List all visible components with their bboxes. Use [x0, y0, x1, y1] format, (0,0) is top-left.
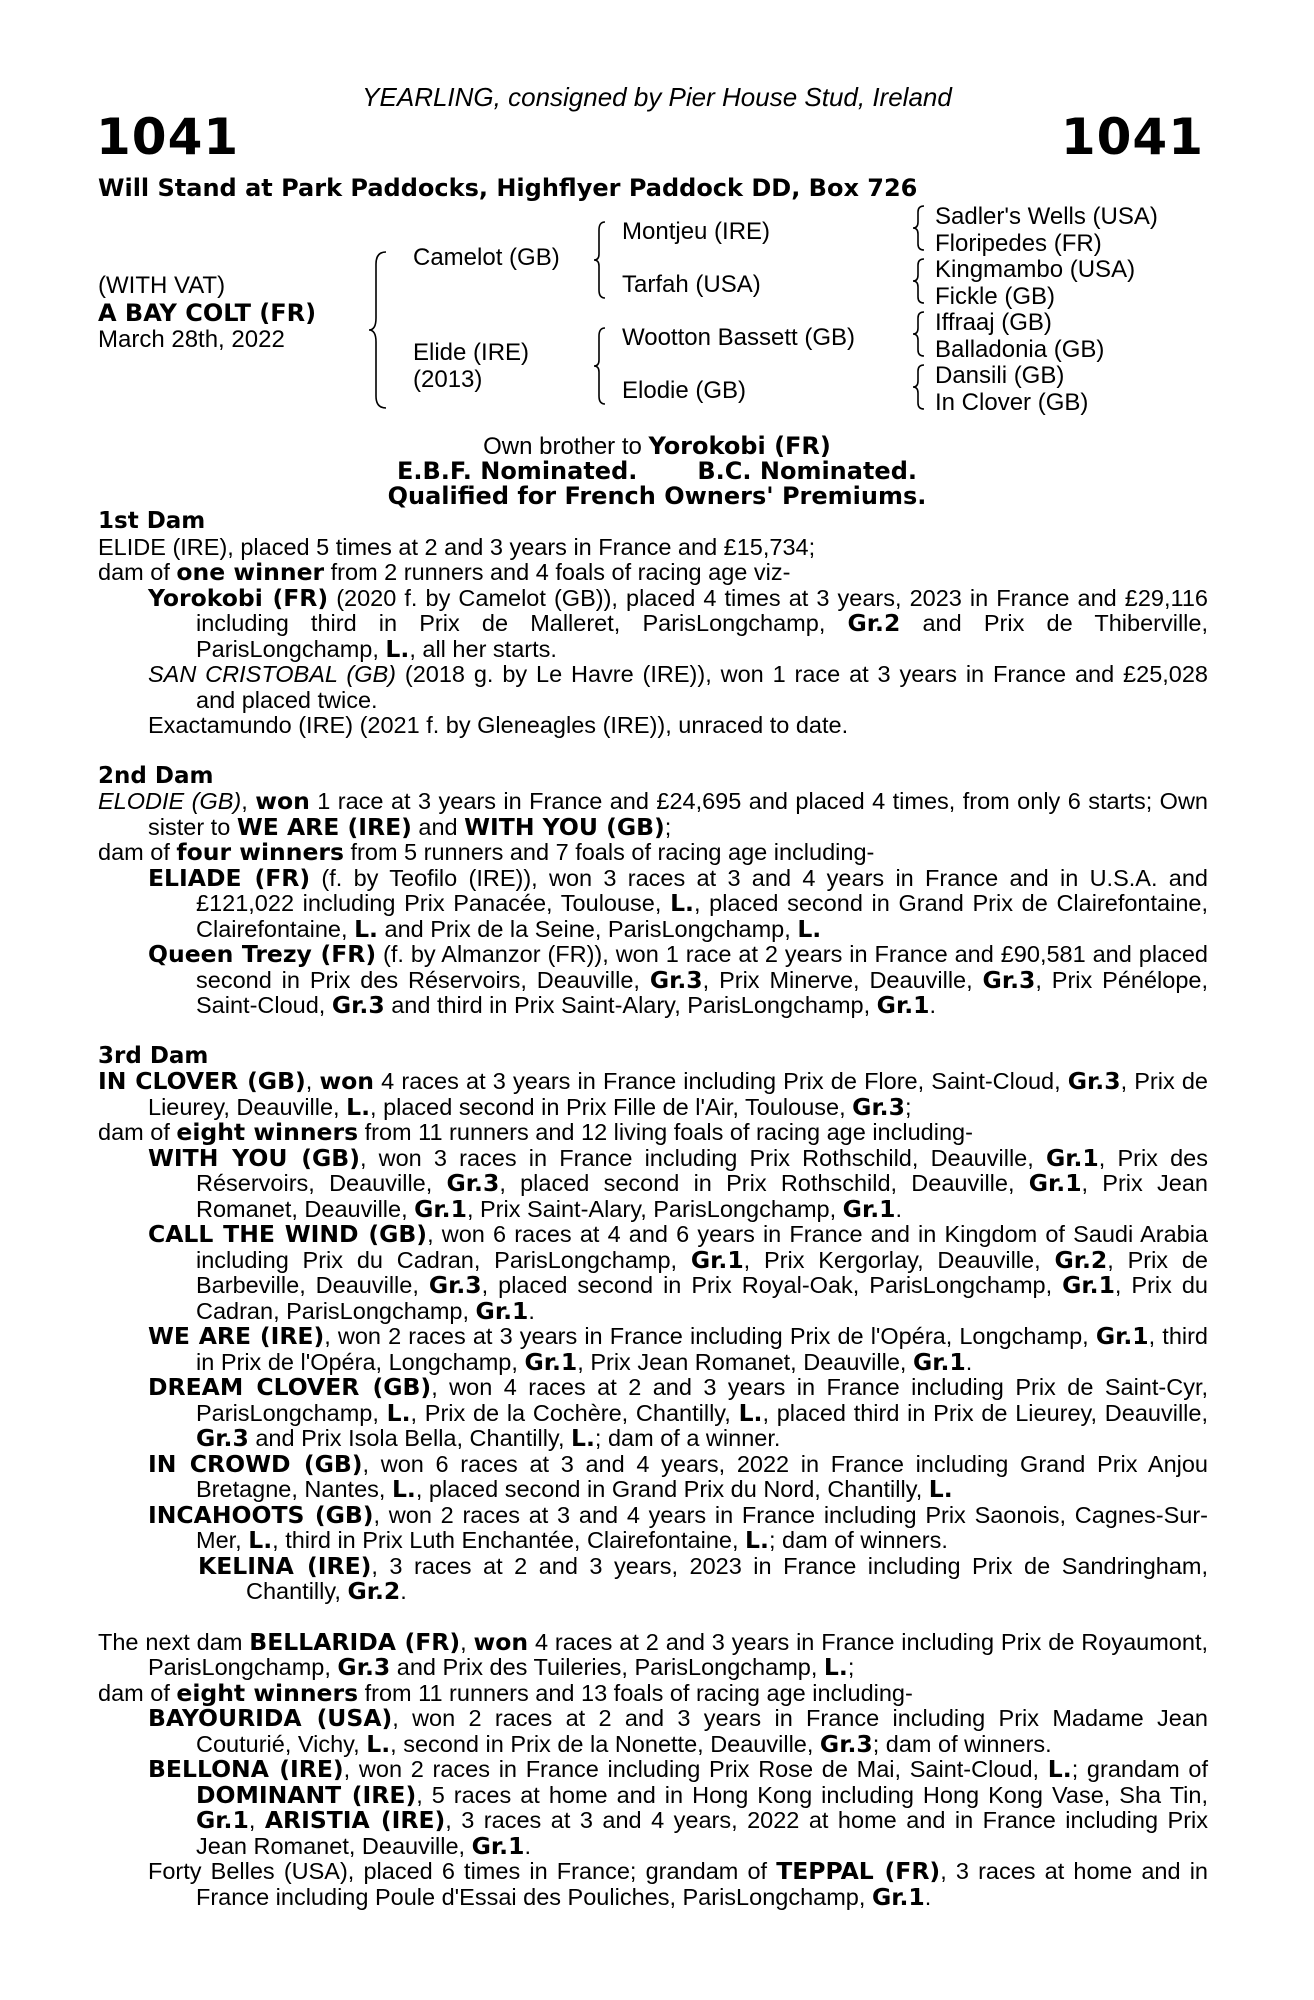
fourth-dam-line: The next dam BELLARIDA (FR), won 4 races at 2 and 3 years in France including Prix de Royaumont, ParisLongchamp, Gr.3 and Prix des Tuileries, ParisLongchamp, L.; — [98, 1627, 1209, 1681]
produce-bayourida: BAYOURIDA (USA), won 2 races at 2 and 3 years in France including Prix Madame Jean Couturié, Vichy, L., second in Prix de la Nonette, Deauville, Gr.3; dam of winners. — [148, 1704, 1208, 1758]
produce-forty-belles: Forty Belles (USA), placed 6 times in France; grandam of TEPPAL (FR), 3 races at home and in France including Poule d'Essai des Pouliches, ParisLongchamp, Gr.1. — [148, 1857, 1208, 1911]
sire: Camelot (GB) — [413, 244, 560, 271]
produce-with-you: WITH YOU (GB), won 3 races in France including Prix Rothschild, Deauville, Gr.1, Prix des Réservoirs, Deauville, Gr.3, placed second in Prix Rothschild, Deauville, Gr.1, Prix Jean Romanet, Deauville, Gr.1, Prix Saint-Alary, ParisLongchamp, Gr.1. — [148, 1143, 1208, 1223]
dam-year: (2013) — [413, 366, 483, 393]
third-dam-produce: dam of eight winners from 11 runners and 12 living foals of racing age including- — [98, 1118, 973, 1146]
g3-iffraaj: Iffraaj (GB) — [935, 309, 1052, 336]
pedigree-brace-main — [368, 250, 388, 410]
third-dam-line: IN CLOVER (GB), won 4 races at 3 years in France including Prix de Flore, Saint-Cloud, Gr.3, Prix de Lieurey, Deauville, L., placed second in Prix Fille de l'Air, Toulouse, Gr.3; — [98, 1067, 1209, 1121]
produce-eliade: ELIADE (FR) (f. by Teofilo (IRE)), won 3 races at 3 and 4 years in France and in U.S.A. and £121,022 including Prix Panacée, Toulouse, L., placed second in Grand Prix de Clairefontaine, Clairefontaine, L. and Prix de la Seine, ParisLongchamp, L. — [148, 863, 1208, 943]
fourth-dam-produce: dam of eight winners from 11 runners and 13 foals of racing age including- — [98, 1678, 913, 1707]
premiums-line: Qualified for French Owners' Premiums. — [387, 482, 927, 510]
g3-kingmambo: Kingmambo (USA) — [935, 256, 1136, 283]
lot-number-left: 1041 — [96, 108, 240, 166]
produce-dream-clover: DREAM CLOVER (GB), won 4 races at 2 and 3 years in France including Prix de Saint-Cyr, ParisLongchamp, L., Prix de la Cochère, Chantilly, L., placed third in Prix de Lieurey, Deauville, Gr.3 and Prix Isola Bella, Chantilly, L.; dam of a winner. — [148, 1373, 1208, 1452]
sire-dam: Tarfah (USA) — [622, 271, 761, 298]
foaling-date: March 28th, 2022 — [98, 326, 285, 353]
produce-exactamundo: Exactamundo (IRE) (2021 f. by Gleneagles (IRE)), unraced to date. — [148, 712, 849, 738]
first-dam-line: ELIDE (IRE), placed 5 times at 2 and 3 years in France and £15,734; — [98, 533, 816, 560]
g3-floripedes: Floripedes (FR) — [935, 230, 1102, 257]
produce-bellona: BELLONA (IRE), won 2 races in France including Prix Rose de Mai, Saint-Cloud, L.; grandam of DOMINANT (IRE), 5 races at home and in Hong Kong including Hong Kong Vase, Sha Tin, Gr.1, ARISTIA (IRE), 3 races at 3 and 4 years, 2022 at home and in France including Prix Jean Romanet, Deauville, Gr.1. — [148, 1755, 1208, 1860]
pedigree-brace-g3-4 — [912, 363, 926, 411]
third-dam-title: 3rd Dam — [98, 1042, 209, 1069]
sire-sire: Montjeu (IRE) — [622, 218, 771, 245]
dam-dam: Elodie (GB) — [622, 377, 747, 404]
nomination-line: E.B.F. Nominated. B.C. Nominated. — [396, 457, 918, 485]
pedigree-brace-dam — [593, 326, 607, 406]
second-dam-title: 2nd Dam — [98, 762, 214, 789]
produce-kelina: KELINA (IRE), 3 races at 2 and 3 years, 2023 in France including Prix de Sandringham, Chantilly, Gr.2. — [198, 1551, 1209, 1605]
first-dam-produce: dam of one winner from 2 runners and 4 foals of racing age viz- — [98, 558, 791, 586]
produce-yorokobi: Yorokobi (FR) (2020 f. by Camelot (GB)), placed 4 times at 3 years, 2023 in France and £29,116 including third in Prix de Malleret, ParisLongchamp, Gr.2 and Prix de Thiberville, ParisLongchamp, L., all her starts. — [148, 583, 1208, 663]
g3-dansili: Dansili (GB) — [935, 362, 1065, 389]
catalogue-body — [98, 509, 1208, 1910]
dam-sire: Wootton Bassett (GB) — [622, 324, 855, 351]
own-brother-line: Own brother to Yorokobi (FR) — [483, 432, 831, 460]
vat-label: (WITH VAT) — [98, 272, 226, 299]
g3-balladonia: Balladonia (GB) — [935, 336, 1105, 363]
g3-sadlers-wells: Sadler's Wells (USA) — [935, 203, 1158, 230]
dam: Elide (IRE) — [413, 339, 530, 366]
pedigree-brace-g3-3 — [912, 310, 926, 358]
produce-san-cristobal: SAN CRISTOBAL (GB) (2018 g. by Le Havre (IRE)), won 1 race at 3 years in France and £25,028 and placed twice. — [148, 661, 1208, 713]
g3-fickle: Fickle (GB) — [935, 283, 1055, 310]
stand-location: Will Stand at Park Paddocks, Highflyer Paddock DD, Box 726 — [98, 174, 918, 202]
pedigree-brace-g3-1 — [912, 204, 926, 252]
produce-incahoots: INCAHOOTS (GB), won 2 races at 3 and 4 years in France including Prix Saonois, Cagnes-Sur-Mer, L., third in Prix Luth Enchantée, Clairefontaine, L.; dam of winners. — [148, 1500, 1208, 1554]
produce-we-are: WE ARE (IRE), won 2 races at 3 years in France including Prix de l'Opéra, Longchamp, Gr.1, third in Prix de l'Opéra, Longchamp, Gr.1, Prix Jean Romanet, Deauville, Gr.1. — [148, 1322, 1208, 1376]
produce-in-crowd: IN CROWD (GB), won 6 races at 3 and 4 years, 2022 in France including Grand Prix Anjou Bretagne, Nantes, L., placed second in Grand Prix du Nord, Chantilly, L. — [148, 1449, 1208, 1503]
second-dam-produce: dam of four winners from 5 runners and 7 foals of racing age including- — [98, 838, 875, 866]
second-dam-line: ELODIE (GB), won 1 race at 3 years in France and £24,695 and placed 4 times, from only 6 starts; Own sister to WE ARE (IRE) and WITH YOU (GB); — [98, 787, 1208, 841]
horse-name: A BAY COLT (FR) — [98, 299, 317, 327]
pedigree-brace-g3-2 — [912, 257, 926, 305]
produce-call-the-wind: CALL THE WIND (GB), won 6 races at 4 and 6 years in France and in Kingdom of Saudi Arabia including Prix du Cadran, ParisLongchamp, Gr.1, Prix Kergorlay, Deauville, Gr.2, Prix de Barbeville, Deauville, Gr.3, placed second in Prix Royal-Oak, ParisLongchamp, Gr.1, Prix du Cadran, ParisLongchamp, Gr.1. — [148, 1220, 1208, 1325]
lot-number-right: 1041 — [1060, 108, 1204, 166]
g3-in-clover: In Clover (GB) — [935, 389, 1089, 416]
consignment-line: YEARLING, consigned by Pier House Stud, Ireland — [362, 82, 952, 112]
pedigree-brace-sire — [593, 220, 607, 300]
produce-queen-trezy: Queen Trezy (FR) (f. by Almanzor (FR)), won 1 race at 2 years in France and £90,581 and placed second in Prix des Réservoirs, Deauville, Gr.3, Prix Minerve, Deauville, Gr.3, Prix Pénélope, Saint-Cloud, Gr.3 and third in Prix Saint-Alary, ParisLongchamp, Gr.1. — [148, 940, 1208, 1019]
first-dam-title: 1st Dam — [98, 508, 206, 534]
